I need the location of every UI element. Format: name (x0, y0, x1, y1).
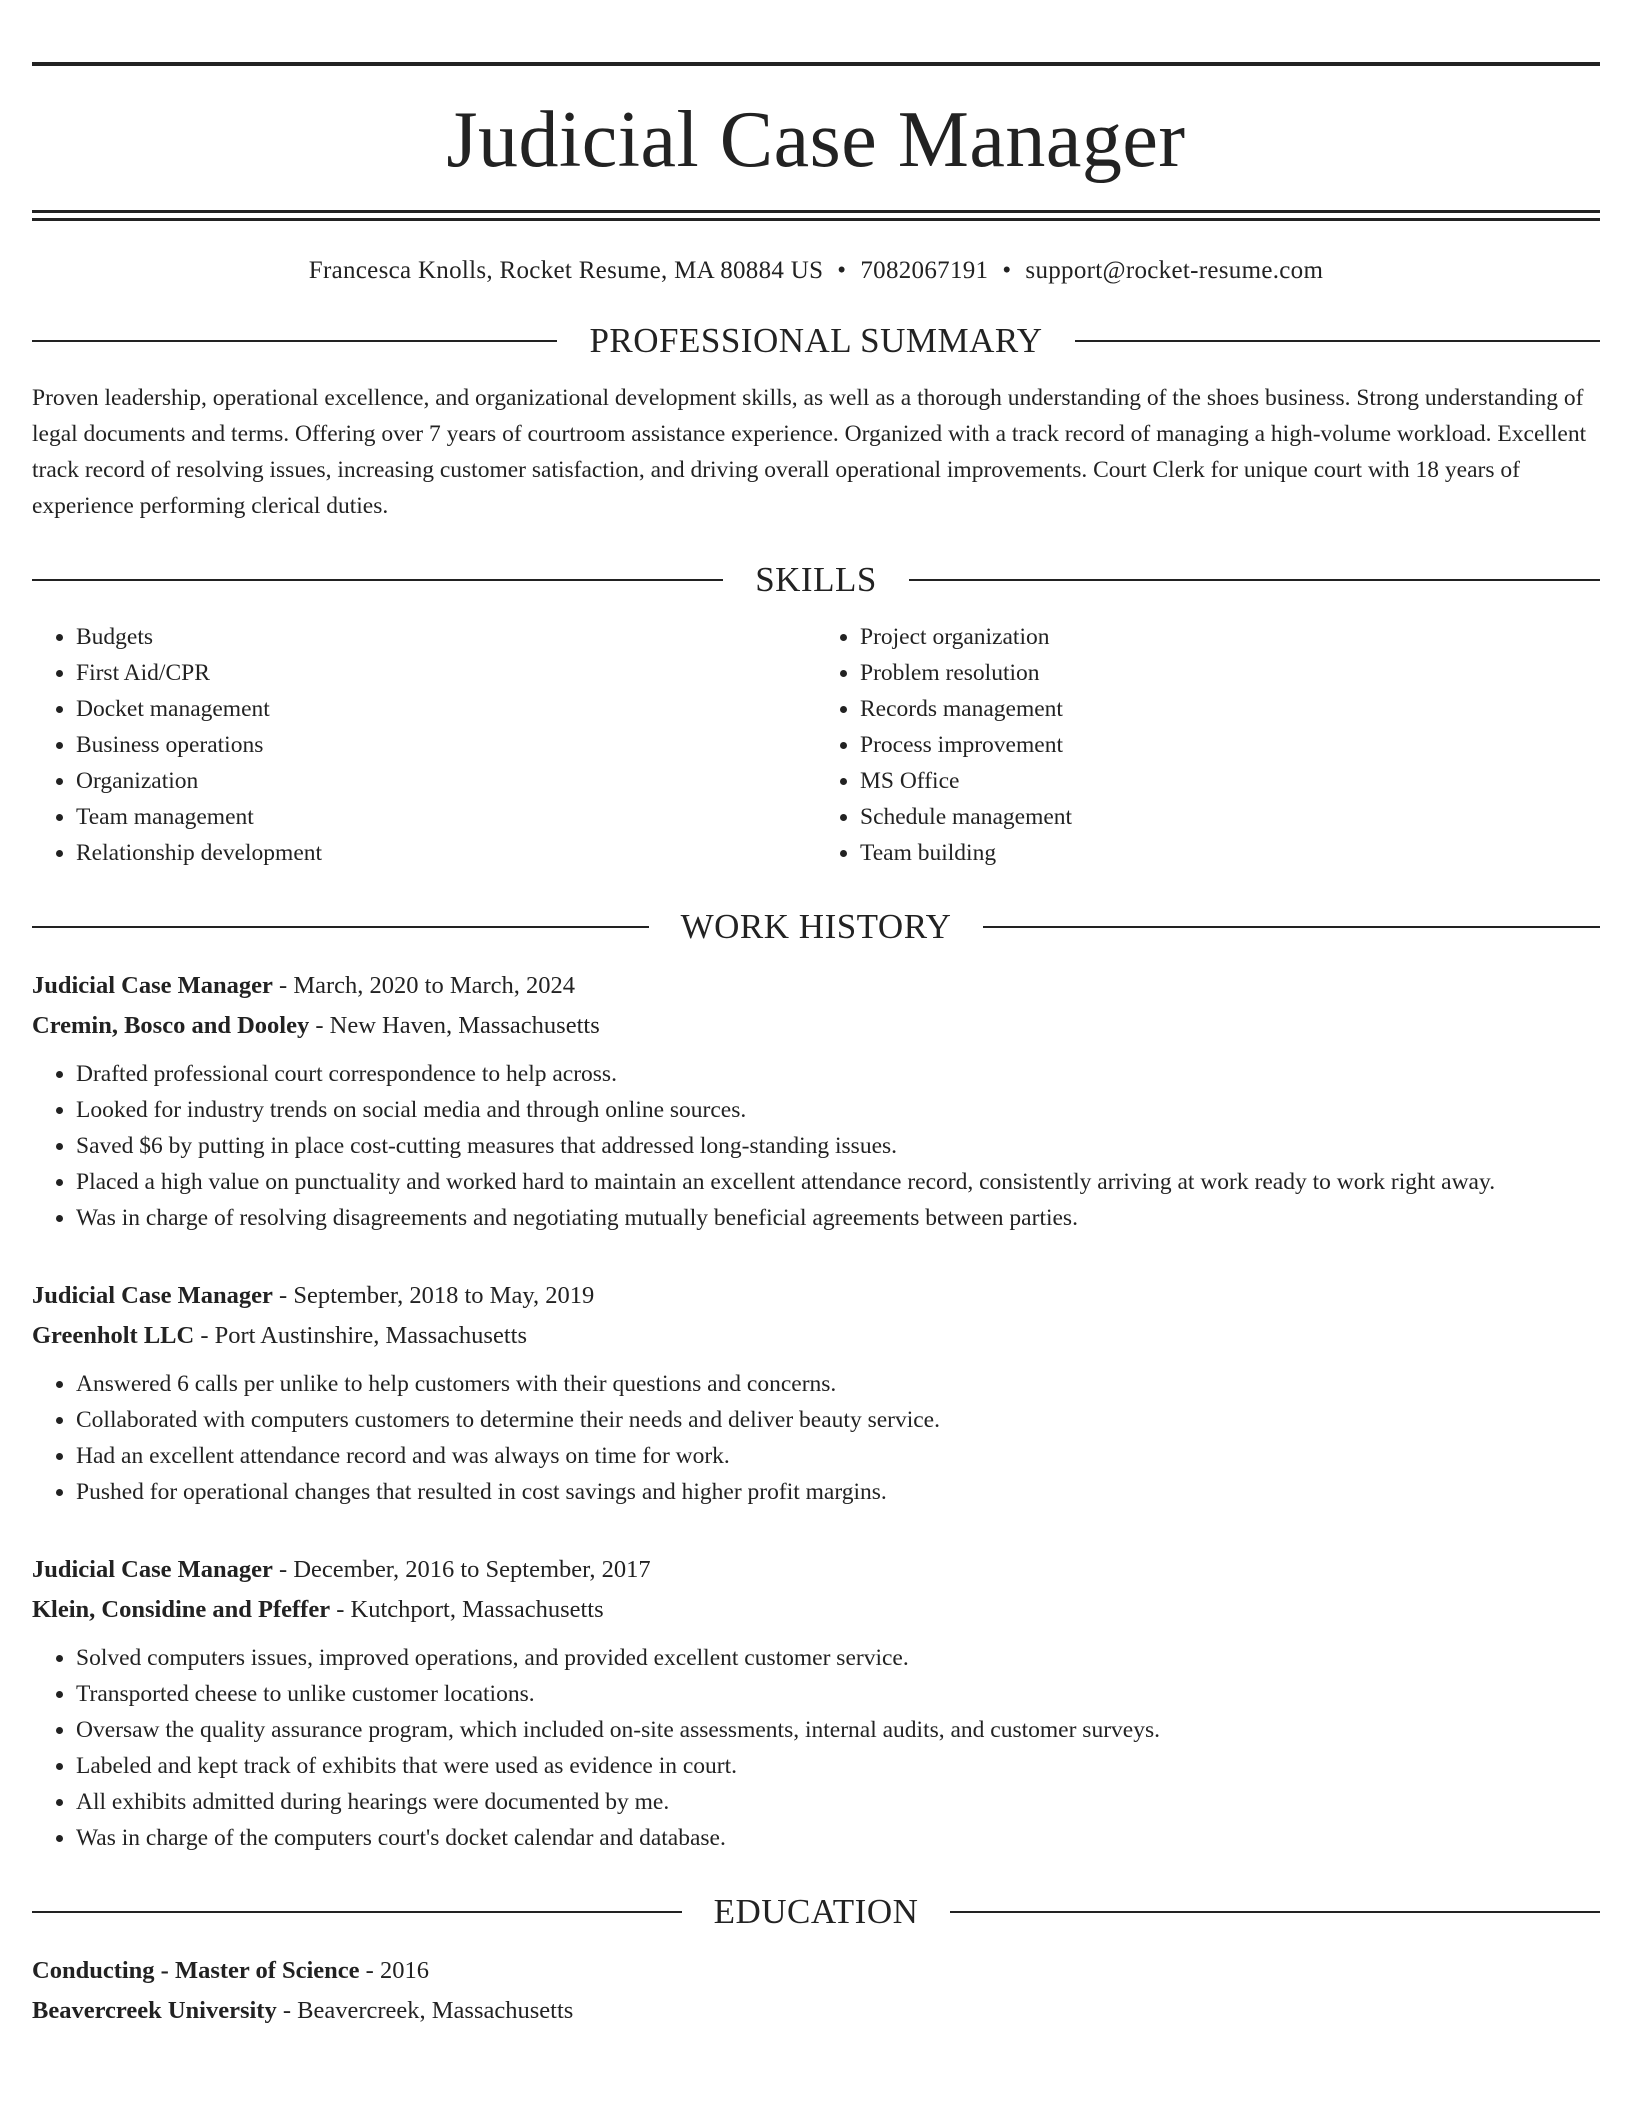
job-bullet: • Saved $6 by putting in place cost-cutting measures that addressed long-standing issues. (76, 1128, 1600, 1164)
education-degree: Conducting - Master of Science (32, 1957, 360, 1984)
heading-rule (1075, 340, 1600, 342)
job-bullet: • All exhibits admitted during hearings were documented by me. (76, 1784, 1600, 1820)
heading-rule (909, 579, 1600, 581)
job-bullet: • Placed a high value on punctuality and worked hard to maintain an excellent attendance record, consistently arriving at work ready to work right away. (76, 1164, 1600, 1200)
work-history-heading (32, 909, 1600, 944)
job-dates: - December, 2016 to September, 2017 (272, 1556, 651, 1583)
skill-item: • Team management (76, 799, 816, 835)
skill-item: • Relationship development (76, 835, 816, 871)
skills-list (32, 619, 1600, 871)
job-title-line (32, 1550, 1600, 1590)
job-title: Judicial Case Manager (32, 1282, 273, 1309)
job-bullet: • Was in charge of resolving disagreements and negotiating mutually beneficial agreements between parties. (76, 1200, 1600, 1236)
skills-heading (32, 562, 1600, 597)
title-double-rule (32, 210, 1600, 221)
job-bullets (32, 1640, 1600, 1856)
skill-item: • Project organization (860, 619, 1600, 655)
job-title-line (32, 1276, 1600, 1316)
summary-heading (32, 323, 1600, 358)
skills-column-left (32, 619, 816, 871)
job-company-line (32, 1006, 1600, 1046)
work-history-heading-label: WORK HISTORY (680, 907, 952, 946)
job-company-line (32, 1590, 1600, 1630)
job-title-line (32, 966, 1600, 1006)
education-year: - 2016 (359, 1957, 429, 1984)
top-rule (32, 62, 1600, 66)
contact-line (32, 257, 1600, 285)
job-company: Cremin, Bosco and Dooley (32, 1012, 310, 1039)
contact-separator: • (837, 257, 847, 284)
skill-item: • Process improvement (860, 727, 1600, 763)
heading-rule (32, 1911, 682, 1913)
job-bullet: • Collaborated with computers customers to determine their needs and deliver beauty service. (76, 1402, 1600, 1438)
job-bullet: • Was in charge of the computers court's docket calendar and database. (76, 1820, 1600, 1856)
job-dates: - March, 2020 to March, 2024 (272, 972, 576, 999)
job-bullet: • Drafted professional court correspondence to help across. (76, 1056, 1600, 1092)
education-location: - Beavercreek, Massachusetts (276, 1997, 574, 2024)
job-company: Greenholt LLC (32, 1322, 195, 1349)
skill-item: • MS Office (860, 763, 1600, 799)
contact-address: Francesca Knolls, Rocket Resume, MA 80884 US (308, 257, 824, 284)
skill-item: • Records management (860, 691, 1600, 727)
job-title: Judicial Case Manager (32, 1556, 273, 1583)
job-company: Klein, Considine and Pfeffer (32, 1596, 331, 1623)
job-bullets (32, 1056, 1600, 1236)
heading-rule (950, 1911, 1600, 1913)
skill-item: • First Aid/CPR (76, 655, 816, 691)
job-bullet: • Answered 6 calls per unlike to help customers with their questions and concerns. (76, 1366, 1600, 1402)
heading-rule (32, 340, 557, 342)
job-bullet: • Transported cheese to unlike customer locations. (76, 1676, 1600, 1712)
job-location: - Kutchport, Massachusetts (330, 1596, 604, 1623)
summary-text: Proven leadership, operational excellence, and organizational development skills, as well as a thorough understanding of the shoes business. Strong understanding of legal documents and terms. Offering over 7 years of courtroom assistance experience. Organized with a track record of managing a high-volume workload. Excellent track record of resolving issues, increasing customer satisfaction, and driving overall operational improvements. Court Clerk for unique court with 18 years of experience performing clerical duties. (32, 385, 1587, 519)
skill-item: • Team building (860, 835, 1600, 871)
summary-heading-label: PROFESSIONAL SUMMARY (589, 321, 1043, 360)
education-school: Beavercreek University (32, 1997, 277, 2024)
job-entry (32, 966, 1600, 1236)
job-bullet: • Had an excellent attendance record and was always on time for work. (76, 1438, 1600, 1474)
job-location: - Port Austinshire, Massachusetts (194, 1322, 527, 1349)
resume-page (32, 0, 1600, 2031)
job-bullet: • Oversaw the quality assurance program, which included on-site assessments, internal audits, and customer surveys. (76, 1712, 1600, 1748)
education-degree-line (32, 1951, 1600, 1991)
skills-heading-label: SKILLS (755, 560, 877, 599)
contact-phone: 7082067191 (860, 257, 989, 284)
skill-item: • Schedule management (860, 799, 1600, 835)
skill-item: • Organization (76, 763, 816, 799)
education-school-line (32, 1991, 1600, 2031)
education-entry (32, 1951, 1600, 2031)
skills-column-right (816, 619, 1600, 871)
job-company-line (32, 1316, 1600, 1356)
job-bullets (32, 1366, 1600, 1510)
skill-item: • Docket management (76, 691, 816, 727)
heading-rule (32, 926, 649, 928)
education-heading (32, 1894, 1600, 1929)
job-location: - New Haven, Massachusetts (309, 1012, 600, 1039)
job-dates: - September, 2018 to May, 2019 (272, 1282, 595, 1309)
skill-item: • Business operations (76, 727, 816, 763)
heading-rule (983, 926, 1600, 928)
skill-item: • Problem resolution (860, 655, 1600, 691)
page-title: Judicial Case Manager (446, 96, 1186, 184)
job-bullet: • Solved computers issues, improved operations, and provided excellent customer service. (76, 1640, 1600, 1676)
heading-rule (32, 579, 723, 581)
job-entry (32, 1550, 1600, 1856)
contact-separator: • (1002, 257, 1012, 284)
education-heading-label: EDUCATION (713, 1892, 919, 1931)
skill-item: • Budgets (76, 619, 816, 655)
contact-email: support@rocket-resume.com (1025, 257, 1324, 284)
job-title: Judicial Case Manager (32, 972, 273, 999)
job-bullet: • Pushed for operational changes that resulted in cost savings and higher profit margins. (76, 1474, 1600, 1510)
job-bullet: • Labeled and kept track of exhibits that were used as evidence in court. (76, 1748, 1600, 1784)
job-bullet: • Looked for industry trends on social media and through online sources. (76, 1092, 1600, 1128)
job-entry (32, 1276, 1600, 1510)
